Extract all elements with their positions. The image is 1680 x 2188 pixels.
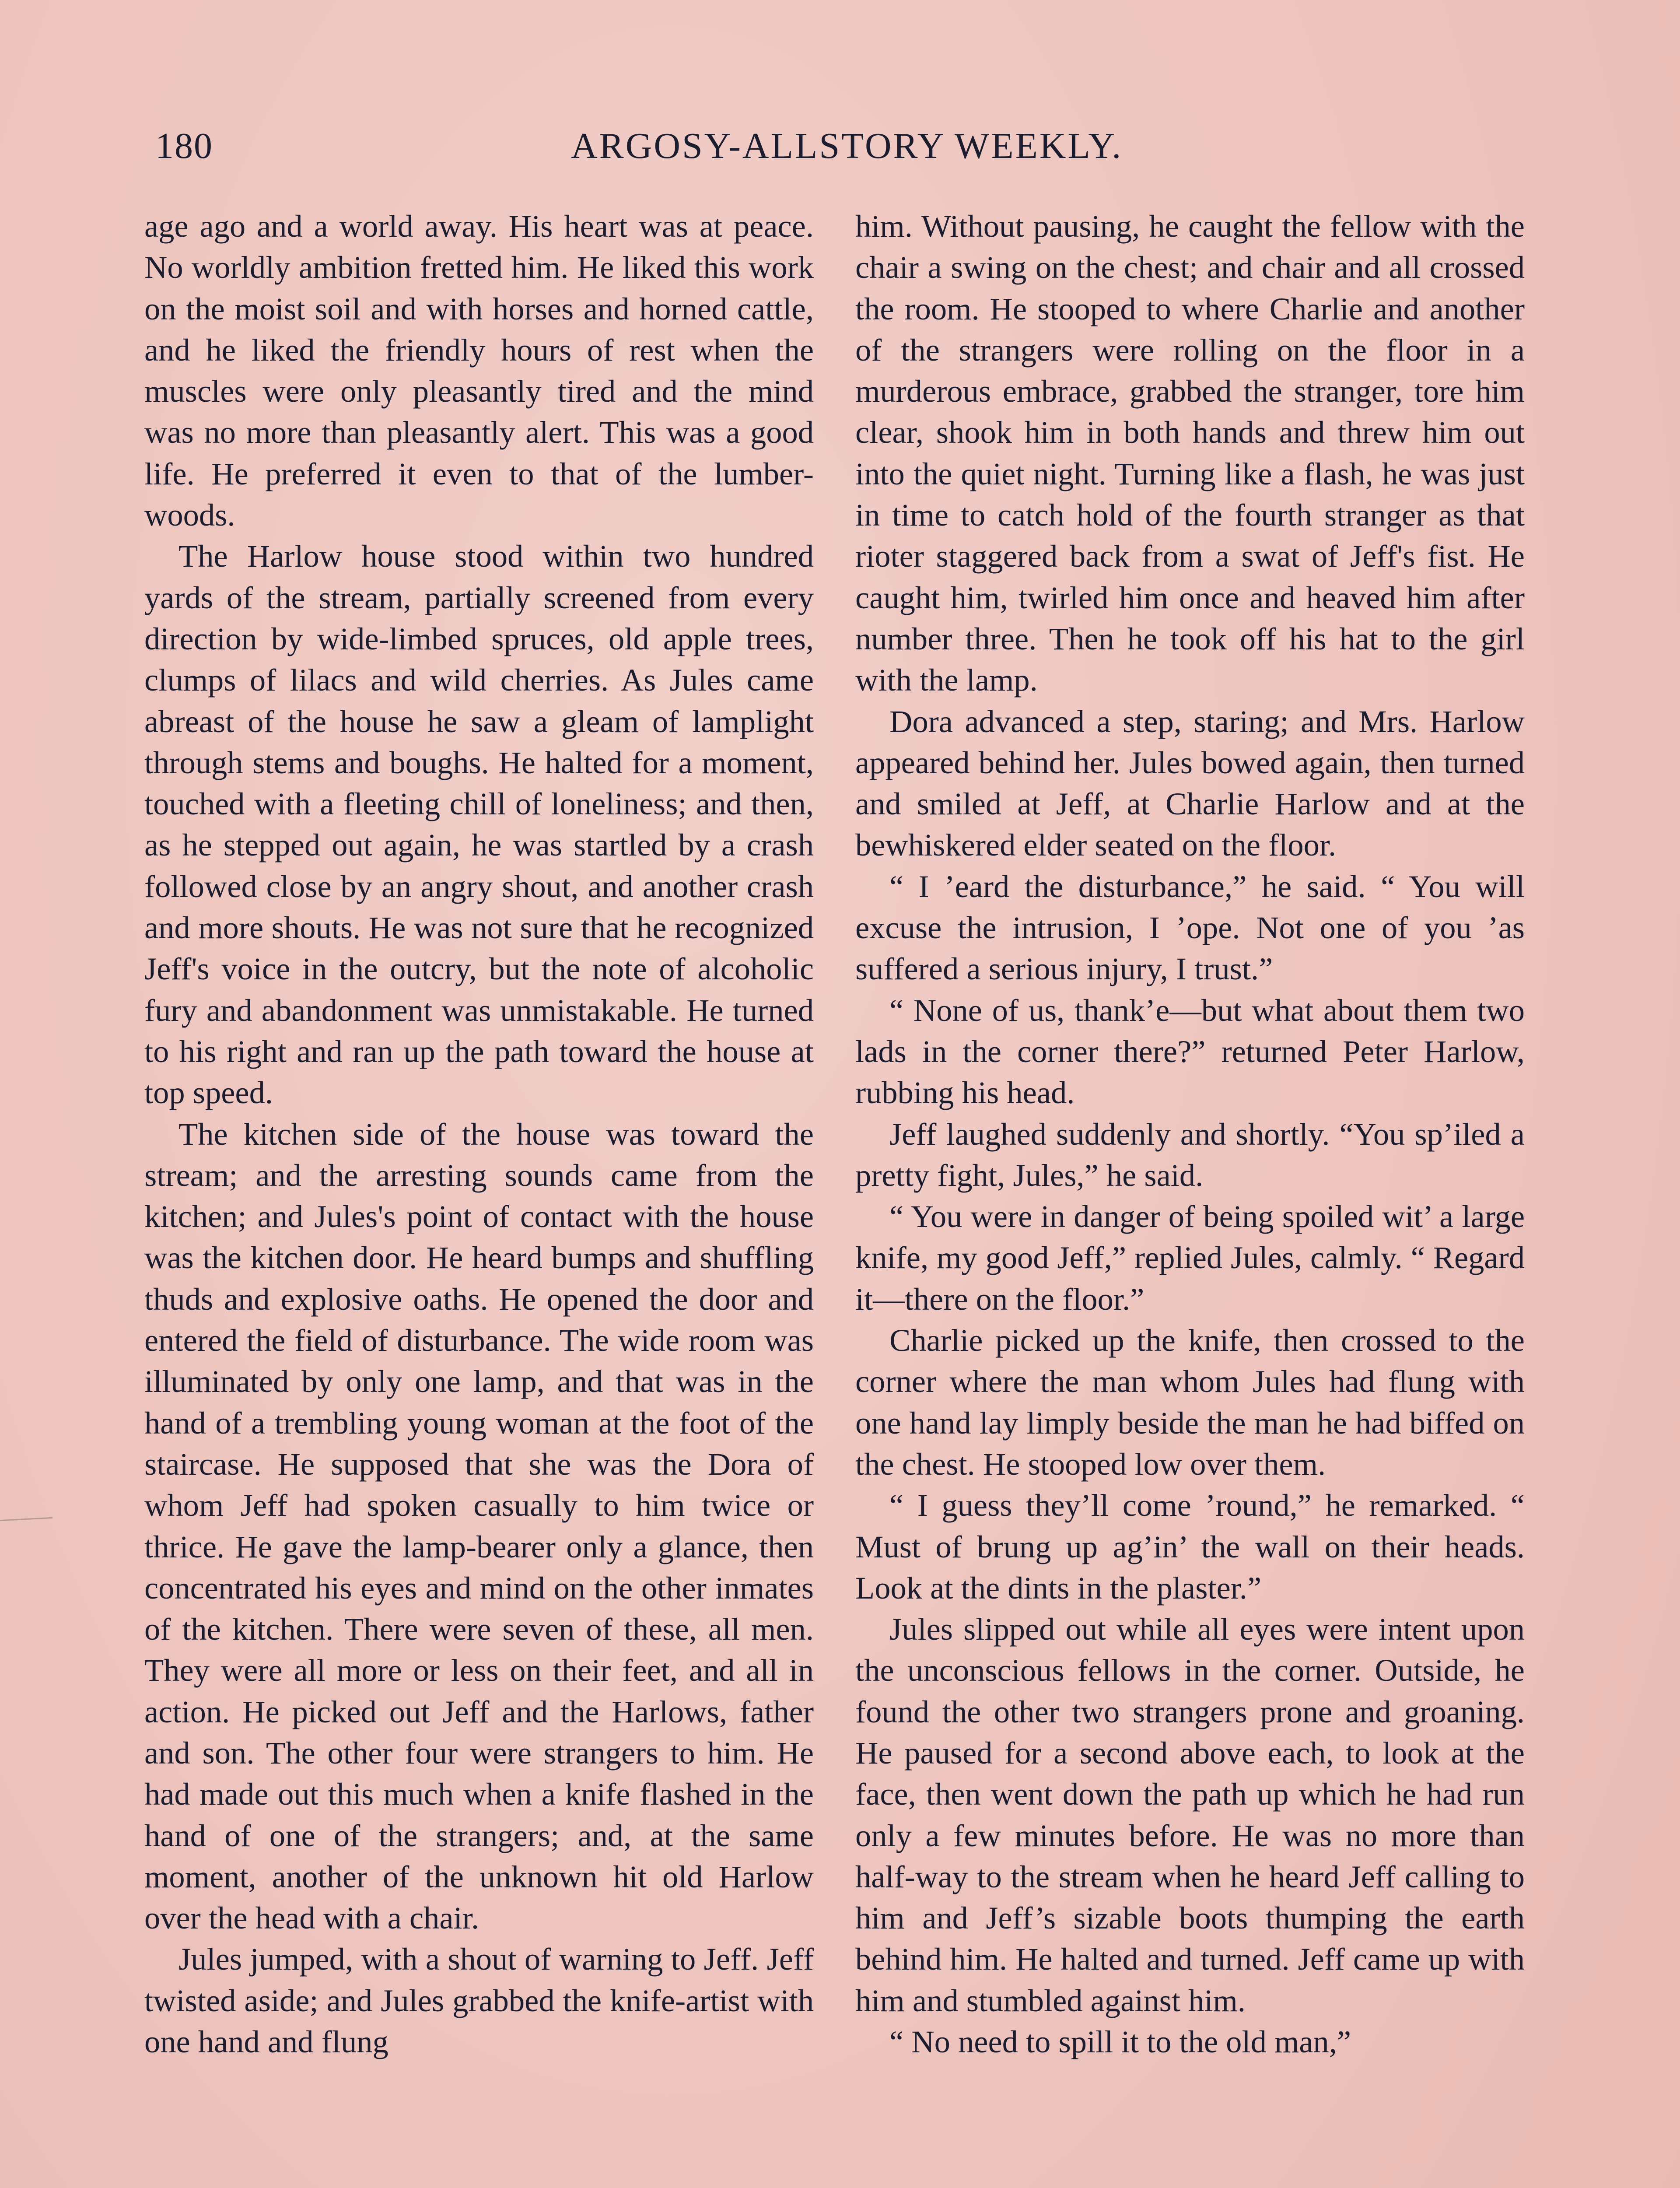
paragraph: Jules jumped, with a shout of warning to Jeff. Jeff twisted aside; and Jules grabbed the knife-artist with one hand and flung	[144, 1941, 814, 2060]
paragraph: Jeff laughed suddenly and shortly. “You sp’iled a pretty fight, Jules,” he said.	[855, 1116, 1525, 1193]
paragraph: him. Without pausing, he caught the fellow with the chair a swing on the chest; and chair and all crossed the room. He stooped to where Charlie and another of the strangers were rolling on the floor in a murderous embrace, grabbed the stranger, tore him clear, shook him in both hands and threw him out into the quiet night. Turning like a flash, he was just in time to catch hold of the fourth stranger as that rioter staggered back from a swat of Jeff's fist. He caught him, twirled him once and heaved him after number three. Then he took off his hat to the girl with the lamp.	[855, 208, 1525, 698]
page-fold-mark	[0, 1517, 52, 1521]
left-column	[144, 206, 814, 2062]
paragraph: Charlie picked up the knife, then crossed to the corner where the man whom Jules had flung with one hand lay limply beside the man he had biffed on the chest. He stooped low over them.	[855, 1322, 1525, 1482]
paragraph: The Harlow house stood within two hundred yards of the stream, partially screened from every direction by wide-limbed spruces, old apple trees, clumps of lilacs and wild cherries. As Jules came abreast of the house he saw a gleam of lamplight through stems and boughs. He halted for a moment, touched with a fleeting chill of loneliness; and then, as he stepped out again, he was startled by a crash followed close by an angry shout, and another crash and more shouts. He was not sure that he recognized Jeff's voice in the outcry, but the note of alcoholic fury and abandonment was unmistakable. He turned to his right and ran up the path toward the house at top speed.	[144, 538, 814, 1111]
page-number: 180	[155, 126, 213, 166]
paragraph: The kitchen side of the house was toward the stream; and the arresting sounds came from the kitchen; and Jules's point of contact with the house was the kitchen door. He heard bumps and shuffling thuds and explosive oaths. He opened the door and entered the field of disturbance. The wide room was illuminated by only one lamp, and that was in the hand of a trembling young woman at the foot of the staircase. He supposed that she was the Dora of whom Jeff had spoken casually to him twice or thrice. He gave the lamp-bearer only a glance, then concentrated his eyes and mind on the other inmates of the kitchen. There were seven of these, all men. They were all more or less on their feet, and all in action. He picked out Jeff and the Harlows, father and son. The other four were strangers to him. He had made out this much when a knife flashed in the hand of one of the strangers; and, at the same moment, another of the unknown hit old Harlow over the head with a chair.	[144, 1116, 814, 1936]
paragraph: “ No need to spill it to the old man,”	[889, 2024, 1351, 2060]
paragraph: Dora advanced a step, staring; and Mrs. Harlow appeared behind her. Jules bowed again, then turned and smiled at Jeff, at Charlie Harlow and at the bewhiskered elder seated on the floor.	[855, 703, 1525, 863]
paragraph: “ None of us, thank’e—but what about them two lads in the corner there?” returned Peter Harlow, rubbing his head.	[855, 992, 1525, 1111]
paragraph: “ I guess they’ll come ’round,” he remarked. “ Must of brung up ag’in’ the wall on their heads. Look at the dints in the plaster.”	[855, 1487, 1525, 1606]
paragraph: Jules slipped out while all eyes were intent upon the unconscious fellows in the corner. Outside, he found the other two strangers prone and groaning. He paused for a second above each, to look at the face, then went down the path up which he had run only a few minutes before. He was no more than half-way to the stream when he heard Jeff calling to him and Jeff’s sizable boots thumping the earth behind him. He halted and turned. Jeff came up with him and stumbled against him.	[855, 1611, 1525, 2018]
right-column	[855, 206, 1525, 2062]
running-head: ARGOSY-ALLSTORY WEEKLY.	[571, 126, 1123, 166]
paragraph: age ago and a world away. His heart was at peace. No worldly ambition fretted him. He liked this work on the moist soil and with horses and horned cattle, and he liked the friendly hours of rest when the muscles were only pleasantly tired and the mind was no more than pleasantly alert. This was a good life. He preferred it even to that of the lumber-woods.	[144, 208, 814, 533]
paragraph: “ You were in danger of being spoiled wit’ a large knife, my good Jeff,” replied Jules, calmly. “ Regard it—there on the floor.”	[855, 1199, 1525, 1317]
paragraph: “ I ’eard the disturbance,” he said. “ You will excuse the intrusion, I ’ope. Not one of you ’as suffered a serious injury, I trust.”	[855, 868, 1525, 987]
page-header	[155, 125, 1293, 177]
